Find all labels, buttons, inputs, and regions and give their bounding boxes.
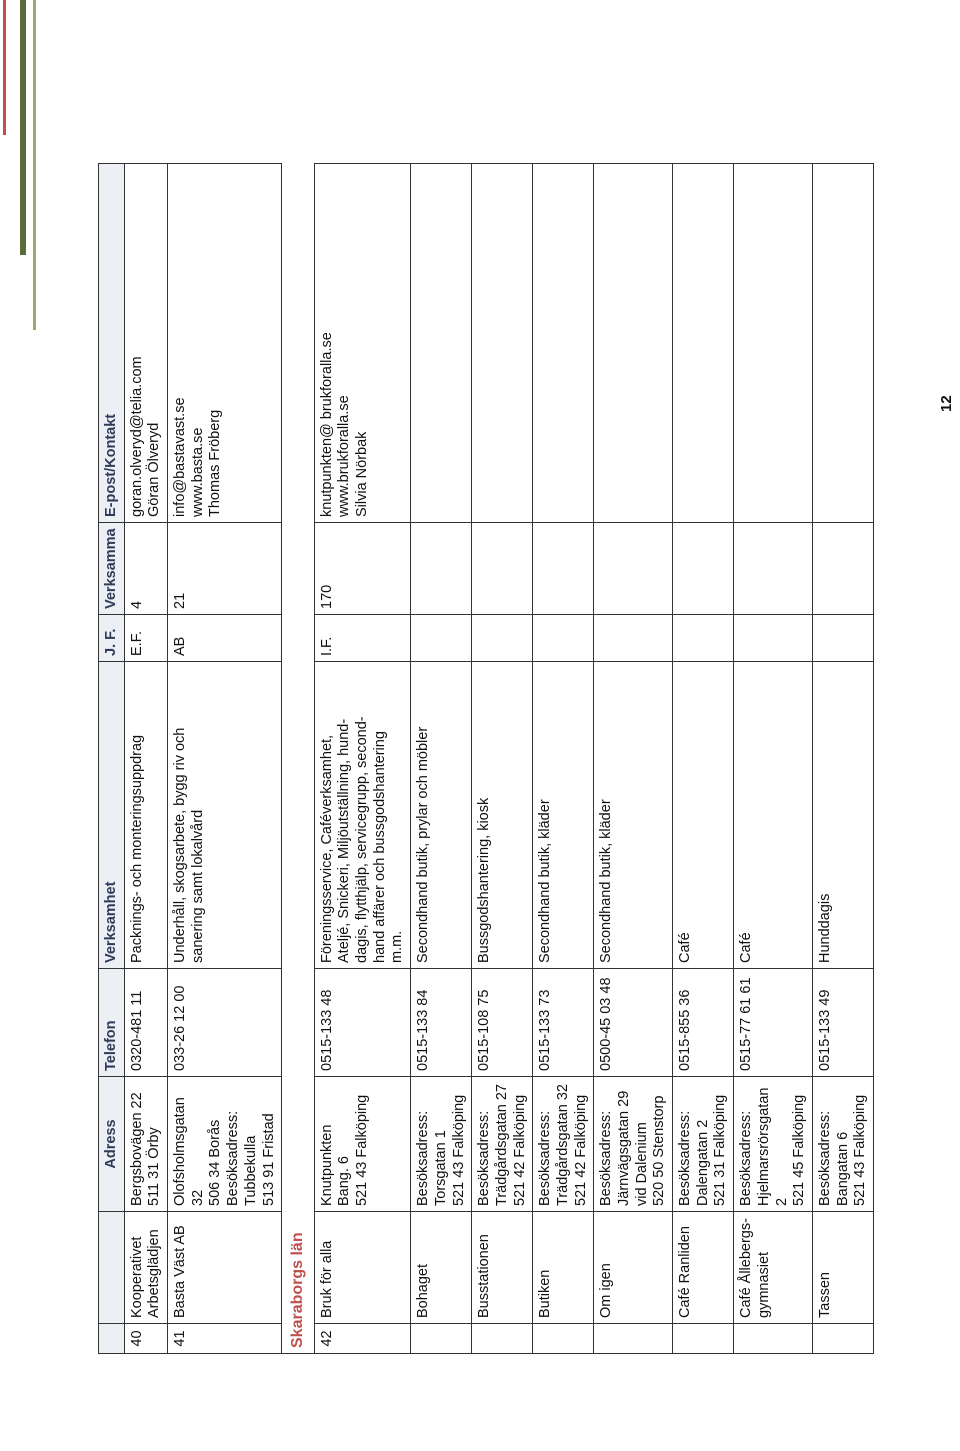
epost-line: www.basta.se <box>189 427 206 517</box>
header-jf: J. F. <box>99 615 125 662</box>
cell-name <box>812 1212 873 1324</box>
cell-verksamhet <box>533 662 594 969</box>
verksamhet-line: Café <box>677 932 694 963</box>
cell-epost <box>314 164 410 523</box>
table-body-upper <box>124 164 282 1354</box>
accent-bar-dark <box>20 0 26 255</box>
name-line: Arbetsglädjen <box>146 1229 163 1318</box>
cell-adress <box>673 1077 734 1212</box>
adress-line: Olofsholmsgatan 32 <box>172 1097 206 1206</box>
cell-nr: 40 <box>124 1324 167 1354</box>
adress-line: vid Dalenium <box>633 1122 650 1206</box>
cell-jf: E.F. <box>124 615 167 662</box>
cell-epost <box>533 164 594 523</box>
adress-line: 513 91 Fristad <box>260 1113 277 1206</box>
verksamhet-line: Hunddagis <box>816 893 833 963</box>
table-row <box>673 164 734 1354</box>
adress-line: 521 42 Falköping <box>511 1094 528 1206</box>
cell-verksamma: 21 <box>168 523 282 615</box>
verksamhet-line: hand affärer och bussgodshantering <box>371 731 388 963</box>
adress-line: Dalengatan 2 <box>694 1119 711 1206</box>
cell-name <box>594 1212 673 1324</box>
cell-name <box>124 1212 167 1324</box>
name-line: gymnasiet <box>755 1251 772 1318</box>
verksamhet-line: Underhåll, skogsarbete, bygg riv och <box>172 727 189 963</box>
cell-jf <box>734 615 813 662</box>
cell-telefon: 0320-481 11 <box>124 969 167 1077</box>
name-line: Bohaget <box>415 1263 432 1318</box>
adress-line: Knutpunkten <box>318 1124 335 1206</box>
name-line: Café Ranliden <box>677 1226 694 1318</box>
adress-line: Besöksadress: <box>537 1110 554 1206</box>
cell-verksamhet <box>594 662 673 969</box>
cell-verksamma <box>472 523 533 615</box>
adress-line: 520 50 Stenstorp <box>651 1095 668 1206</box>
epost-line: knutpunkten@ brukforalla.se <box>318 332 335 517</box>
header-adress: Adress <box>99 1077 125 1212</box>
epost-line: www.brukforalla.se <box>336 395 353 517</box>
cell-epost <box>673 164 734 523</box>
cell-nr <box>812 1324 873 1354</box>
cell-epost <box>734 164 813 523</box>
cell-telefon: 0515-133 49 <box>812 969 873 1077</box>
cell-verksamma <box>533 523 594 615</box>
cell-telefon: 0515-855 36 <box>673 969 734 1077</box>
verksamhet-line: Bussgodshantering, kiosk <box>476 797 493 963</box>
cell-nr <box>594 1324 673 1354</box>
cell-verksamma <box>734 523 813 615</box>
cell-telefon: 0515-133 48 <box>314 969 410 1077</box>
page-number: 12 <box>938 395 955 412</box>
adress-line: 521 43 Falköping <box>852 1094 869 1206</box>
verksamhet-line: Ateljé, Snickeri, Miljöutställning, hund- <box>336 718 353 963</box>
cell-epost <box>472 164 533 523</box>
cell-name <box>533 1212 594 1324</box>
table-body-lower <box>314 164 873 1354</box>
adress-line: 521 43 Falköping <box>450 1094 467 1206</box>
cell-verksamma: 170 <box>314 523 410 615</box>
table-row <box>812 164 873 1354</box>
cell-epost <box>594 164 673 523</box>
cell-telefon: 0515-133 73 <box>533 969 594 1077</box>
adress-line: Tubbekulla <box>242 1135 259 1206</box>
header-verksamhet: Verksamhet <box>99 662 125 969</box>
cell-verksamhet <box>411 662 472 969</box>
name-line: Basta Väst AB <box>172 1225 189 1318</box>
table-row <box>411 164 472 1354</box>
cell-telefon: 0500-45 03 48 <box>594 969 673 1077</box>
cell-verksamhet <box>168 662 282 969</box>
table-row <box>533 164 594 1354</box>
table-row <box>124 164 167 1354</box>
cell-verksamhet <box>472 662 533 969</box>
header-epost: E-post/Kontakt <box>99 164 125 523</box>
adress-line: 511 31 Örby <box>146 1127 163 1206</box>
adress-line: Bang. 6 <box>336 1156 353 1206</box>
table-row <box>168 164 282 1354</box>
cell-adress <box>314 1077 410 1212</box>
cell-telefon: 033-26 12 00 <box>168 969 282 1077</box>
region-heading: Skaraborgs län <box>282 164 315 1354</box>
adress-line: Hjelmarsrörsgatan 2 <box>755 1087 790 1206</box>
cell-adress <box>168 1077 282 1212</box>
cell-nr: 41 <box>168 1324 282 1354</box>
cell-verksamma <box>594 523 673 615</box>
directory-table <box>98 163 874 1354</box>
adress-line: Trädgårdsgatan 27 <box>493 1084 510 1206</box>
adress-line: Besöksadress: <box>816 1110 833 1206</box>
verksamhet-line: Secondhand butik, kläder <box>598 799 615 963</box>
cell-verksamhet <box>673 662 734 969</box>
cell-jf: AB <box>168 615 282 662</box>
table-row <box>594 164 673 1354</box>
name-line: Kooperativet <box>128 1236 145 1318</box>
header-row <box>99 164 125 1354</box>
cell-nr <box>673 1324 734 1354</box>
cell-epost <box>411 164 472 523</box>
table-row <box>314 164 410 1354</box>
verksamhet-line: Secondhand butik, kläder <box>537 799 554 963</box>
verksamhet-line: sanering samt lokalvård <box>189 809 206 963</box>
adress-line: 506 34 Borås <box>207 1119 224 1206</box>
verksamhet-line: dagis, flytthjälp, servicegrupp, second- <box>354 716 371 963</box>
name-line: Tassen <box>816 1272 833 1318</box>
accent-bar-red <box>3 0 6 135</box>
cell-jf <box>472 615 533 662</box>
name-line: Bruk för alla <box>318 1240 335 1318</box>
cell-name <box>734 1212 813 1324</box>
cell-jf <box>812 615 873 662</box>
verksamhet-line: Packnings- och monteringsuppdrag <box>128 734 145 963</box>
adress-line: Besöksadress: <box>738 1110 755 1206</box>
adress-line: Besöksadress: <box>677 1110 694 1206</box>
cell-nr <box>472 1324 533 1354</box>
header-nr <box>99 1324 125 1354</box>
cell-epost <box>812 164 873 523</box>
cell-telefon: 0515-77 61 61 <box>734 969 813 1077</box>
accent-bar-light <box>33 0 36 330</box>
header-telefon: Telefon <box>99 969 125 1077</box>
table-row <box>472 164 533 1354</box>
adress-line: Besöksadress: <box>415 1110 432 1206</box>
cell-nr: 42 <box>314 1324 410 1354</box>
header-name <box>99 1212 125 1324</box>
cell-verksamhet <box>314 662 410 969</box>
verksamhet-line: Föreningsservice, Caféverksamhet, <box>318 734 335 963</box>
cell-verksamhet <box>734 662 813 969</box>
cell-jf <box>673 615 734 662</box>
cell-nr <box>411 1324 472 1354</box>
cell-adress <box>734 1077 813 1212</box>
cell-adress <box>472 1077 533 1212</box>
adress-line: Besöksadress: <box>225 1110 242 1206</box>
verksamhet-line: m.m. <box>389 930 406 963</box>
cell-telefon: 0515-133 84 <box>411 969 472 1077</box>
adress-line: Bangatan 6 <box>834 1131 851 1206</box>
region-row <box>282 164 315 1354</box>
cell-adress <box>533 1077 594 1212</box>
cell-nr <box>533 1324 594 1354</box>
cell-verksamma <box>812 523 873 615</box>
cell-verksamma <box>411 523 472 615</box>
adress-line: Bergsbovägen 22 <box>128 1092 145 1206</box>
cell-jf: I.F. <box>314 615 410 662</box>
adress-line: Torsgatan 1 <box>432 1130 449 1206</box>
cell-adress <box>594 1077 673 1212</box>
cell-adress <box>812 1077 873 1212</box>
adress-line: Järnvägsgatan 29 <box>616 1090 633 1206</box>
cell-jf <box>594 615 673 662</box>
name-line: Café Ållebergs- <box>738 1218 755 1318</box>
cell-name <box>472 1212 533 1324</box>
cell-adress <box>411 1077 472 1212</box>
cell-name <box>673 1212 734 1324</box>
cell-name <box>411 1212 472 1324</box>
verksamhet-line: Café <box>738 932 755 963</box>
header-verksamma: Verksamma <box>99 523 125 615</box>
cell-verksamhet <box>812 662 873 969</box>
cell-nr <box>734 1324 813 1354</box>
epost-line: info@bastavast.se <box>172 397 189 517</box>
cell-name <box>314 1212 410 1324</box>
cell-verksamhet <box>124 662 167 969</box>
adress-line: 521 42 Falköping <box>572 1094 589 1206</box>
adress-line: Besöksadress: <box>598 1110 615 1206</box>
adress-line: Trädgårdsgatan 32 <box>554 1084 571 1206</box>
cell-telefon: 0515-108 75 <box>472 969 533 1077</box>
verksamhet-line: Secondhand butik, prylar och möbler <box>415 726 432 963</box>
directory-table-rotated <box>98 164 948 1354</box>
table-row <box>734 164 813 1354</box>
epost-line: goran.olveryd@telia.com <box>128 356 145 517</box>
cell-epost <box>124 164 167 523</box>
cell-adress <box>124 1077 167 1212</box>
epost-line: Silvia Nörbak <box>354 431 371 517</box>
cell-verksamma <box>673 523 734 615</box>
epost-line: Göran Ölveryd <box>146 422 163 517</box>
cell-epost <box>168 164 282 523</box>
name-line: Busstationen <box>476 1234 493 1318</box>
cell-name <box>168 1212 282 1324</box>
name-line: Om igen <box>598 1263 615 1318</box>
name-line: Butiken <box>537 1269 554 1318</box>
cell-verksamma: 4 <box>124 523 167 615</box>
epost-line: Thomas Fröberg <box>207 409 224 517</box>
adress-line: 521 43 Falköping <box>354 1094 371 1206</box>
cell-jf <box>533 615 594 662</box>
adress-line: 521 45 Falköping <box>791 1094 808 1206</box>
cell-jf <box>411 615 472 662</box>
adress-line: 521 31 Falköping <box>712 1094 729 1206</box>
adress-line: Besöksadress: <box>476 1110 493 1206</box>
